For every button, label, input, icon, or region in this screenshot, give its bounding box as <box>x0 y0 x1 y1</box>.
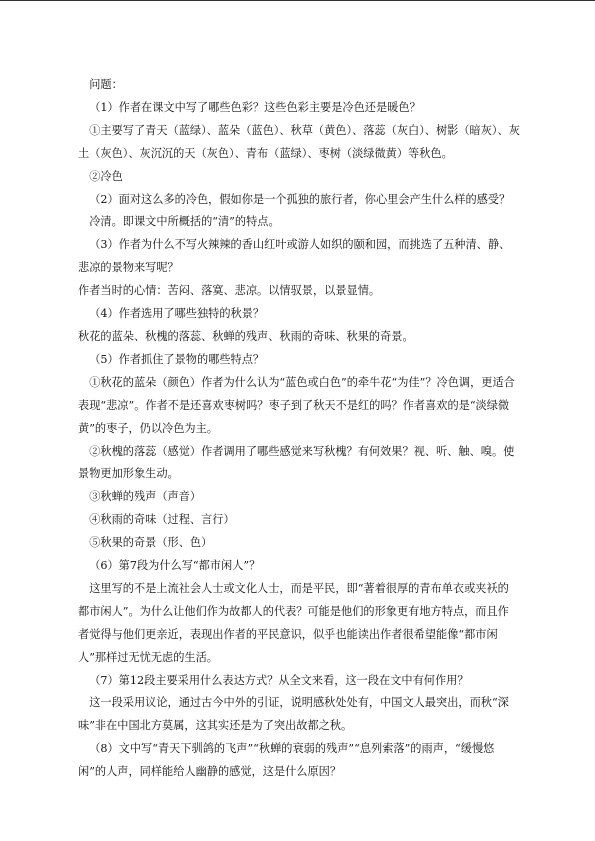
answer-5-fruit: ⑤秋果的奇景（形、色） <box>89 536 213 550</box>
answer-5-cicada: ③秋蝉的残声（声音） <box>89 490 202 504</box>
answer-7: 这一段采用议论，通过古今中外的引证，说明感秋处处有，中国文人最突出，而秋“深味”非在中国北方莫属，这其实还是为了突出故都之秋。 <box>78 696 509 733</box>
answer-2: 冷清。即课文中所概括的“清”的特点。 <box>89 215 280 229</box>
answer-4: 秋花的蓝朵、秋槐的落蕊、秋蝉的残声、秋雨的奇味、秋果的奇景。 <box>78 329 414 343</box>
answer-5-pagoda-tree: ②秋槐的落蕊（感觉）作者调用了哪些感觉来写秋槐？有何效果？视、听、触、嗅。使景物更加形象生动。 <box>78 444 515 481</box>
document-page <box>78 74 520 784</box>
page-top-border <box>0 0 595 1</box>
question-7: （7）第12段主要采用什么表达方式？从全文来看，这一段在文中有何作用？ <box>89 673 469 687</box>
question-3: （3）作者为什么不写火辣辣的香山红叶或游人如织的颐和园，而挑选了五种清、静、悲凉的景物来写呢？ <box>78 238 511 275</box>
answer-1-colors: ①主要写了青天（蓝绿）、蓝朵（蓝色）、秋草（黄色）、落蕊（灰白）、树影（暗灰）、灰土（灰色）、灰沉沉的天（灰色）、青布（蓝绿）、枣树（淡绿微黄）等秋色。 <box>78 123 520 160</box>
answer-1-cold-color: ②冷色 <box>89 169 123 183</box>
question-2: （2）面对这么多的冷色，假如你是一个孤独的旅行者，你心里会产生什么样的感受？ <box>89 192 511 206</box>
question-6: （6）第7段为什么写“都市闲人”？ <box>89 559 261 573</box>
answer-6: 这里写的不是上流社会人士或文化人士，而是平民，即“著着很厚的青布单衣或夹袄的都市闲人”。为什么让他们作为故都人的代表？可能是他们的形象更有地方特点，而且作者觉得与他们更亲近，表现出作者的平民意识，似乎也能读出作者很希望能像“都市闲人”那样过无忧无虑的生活。 <box>78 581 509 664</box>
question-1: （1）作者在课文中写了哪些色彩？这些色彩主要是冷色还是暖色？ <box>89 100 421 114</box>
answer-5-flower: ①秋花的蓝朵（颜色）作者为什么认为“蓝色或白色”的牵牛花“为佳”？冷色调，更适合表现“悲凉”。作者不是还喜欢枣树吗？枣子到了秋天不是红的吗？作者喜欢的是“淡绿微黄”的枣子，仍以冷色为主。 <box>78 375 515 435</box>
question-heading: 问题： <box>89 78 123 91</box>
question-8: （8）文中写“青天下驯鸽的飞声”“秋蝉的衰弱的残声”“息列索落”的雨声，“缓慢悠闲”的人声，同样能给人幽静的感觉，这是什么原因？ <box>78 742 495 779</box>
question-4: （4）作者选用了哪些独特的秋景？ <box>89 307 265 321</box>
answer-3: 作者当时的心情：苦闷、落寞、悲凉。以情驭景，以景显情。 <box>78 284 381 298</box>
answer-5-rain: ④秋雨的奇味（过程、言行） <box>89 513 235 527</box>
question-5: （5）作者抓住了景物的哪些特点？ <box>89 352 265 366</box>
